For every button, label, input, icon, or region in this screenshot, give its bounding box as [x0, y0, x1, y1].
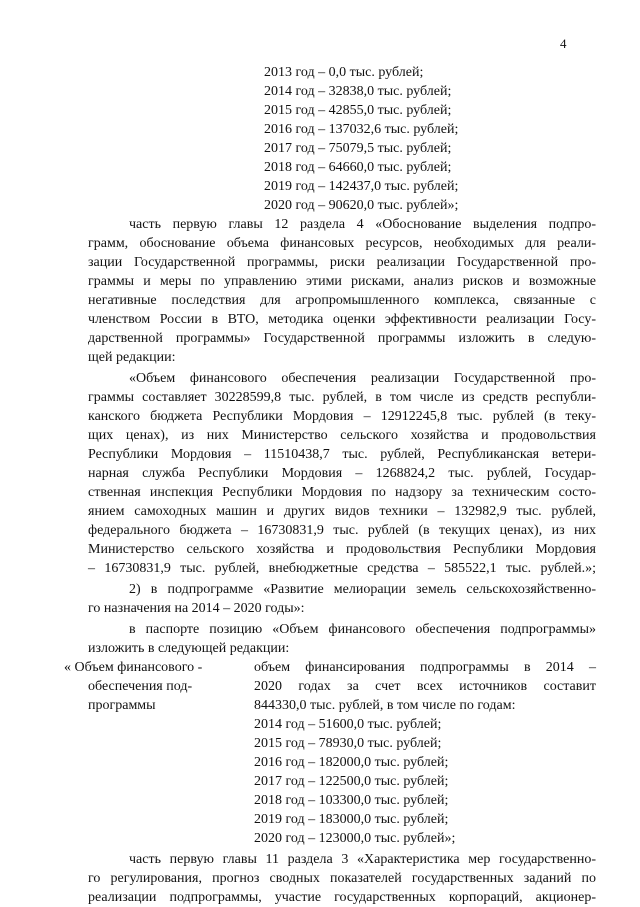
table-value-line: 2020 годах за счет всех источников составит	[254, 679, 596, 694]
year-line: 2013 год – 0,0 тыс. рублей;	[264, 65, 424, 80]
year-line: 2014 год – 32838,0 тыс. рублей;	[264, 84, 452, 99]
paragraph-line: в паспорте позицию «Объем финансового обеспечения подпрограммы»	[129, 622, 596, 637]
paragraph-line: щих ценах), из них Министерство сельского хозяйства и продовольствия	[88, 428, 596, 443]
paragraph-line: 2) в подпрограмме «Развитие мелиорации земель сельскохозяйственно-	[129, 582, 596, 597]
paragraph-line: янием самоходных машин и других видов техники – 132982,9 тыс. рублей,	[88, 504, 596, 519]
table-value-line: 844330,0 тыс. рублей, в том числе по годам:	[254, 698, 516, 713]
paragraph-line: нарная служба Республики Мордовия – 1268824,2 тыс. рублей, Государ-	[88, 466, 596, 481]
paragraph-line: изложить в следующей редакции:	[88, 641, 290, 656]
paragraph-line: грамм, обоснование объема финансовых ресурсов, необходимых для реали-	[88, 236, 596, 251]
paragraph-line: дарственной программы» Государственной программы изложить в следую-	[88, 331, 596, 346]
paragraph-line: Министерство сельского хозяйства и продовольствия Республики Мордовия	[88, 542, 596, 557]
paragraph-line: ственная инспекция Республики Мордовия по надзору за техническим состо-	[88, 485, 596, 500]
paragraph-line: го регулирования, прогноз сводных показателей государственных заданий по	[88, 871, 596, 886]
paragraph-line: – 16730831,9 тыс. рублей, внебюджетные средства – 585522,1 тыс. рублей.»;	[88, 561, 596, 576]
year-line: 2016 год – 182000,0 тыс. рублей;	[254, 755, 449, 770]
paragraph-line: зации Государственной программы, риски реализации Государственной про-	[88, 255, 596, 270]
paragraph-line: негативные последствия для агропромышленного комплекса, связанные с	[88, 293, 596, 308]
year-line: 2020 год – 123000,0 тыс. рублей»;	[254, 831, 456, 846]
paragraph-line: канского бюджета Республики Мордовия – 12912245,8 тыс. рублей (в теку-	[88, 409, 596, 424]
table-label: программы	[88, 698, 156, 713]
paragraph-line: граммы и меры по управлению этими рисками, анализ рисков и возможные	[88, 274, 596, 289]
paragraph-line: щей редакции:	[88, 350, 176, 365]
year-line: 2015 год – 78930,0 тыс. рублей;	[254, 736, 442, 751]
year-line: 2019 год – 183000,0 тыс. рублей;	[254, 812, 449, 827]
paragraph-line: реализации подпрограммы, участие государственных корпораций, акционер-	[88, 890, 596, 905]
paragraph-line: часть первую главы 12 раздела 4 «Обоснование выделения подпро-	[129, 217, 596, 232]
year-line: 2019 год – 142437,0 тыс. рублей;	[264, 179, 459, 194]
table-label: обеспечения под-	[88, 679, 193, 694]
paragraph-line: часть первую главы 11 раздела 3 «Характеристика мер государственно-	[129, 852, 596, 867]
paragraph-line: федерального бюджета – 16730831,9 тыс. рублей (в текущих ценах), из них	[88, 523, 596, 538]
paragraph-line: «Объем финансового обеспечения реализации Государственной про-	[129, 371, 596, 386]
page-number: 4	[560, 36, 567, 51]
year-line: 2015 год – 42855,0 тыс. рублей;	[264, 103, 452, 118]
paragraph-line: го назначения на 2014 – 2020 годы»:	[88, 601, 305, 616]
year-line: 2017 год – 122500,0 тыс. рублей;	[254, 774, 449, 789]
paragraph-line: членством России в ВТО, методика оценки эффективности реализации Госу-	[88, 312, 596, 327]
table-value-line: объем финансирования подпрограммы в 2014 –	[254, 660, 596, 675]
year-line: 2018 год – 64660,0 тыс. рублей;	[264, 160, 452, 175]
year-line: 2014 год – 51600,0 тыс. рублей;	[254, 717, 442, 732]
paragraph-line: граммы составляет 30228599,8 тыс. рублей, в том числе из средств республи-	[88, 390, 596, 405]
year-line: 2018 год – 103300,0 тыс. рублей;	[254, 793, 449, 808]
table-label: « Объем финансового -	[64, 660, 203, 675]
year-line: 2016 год – 137032,6 тыс. рублей;	[264, 122, 459, 137]
paragraph-line: Республики Мордовия – 11510438,7 тыс. рублей, Республиканская ветери-	[88, 447, 596, 462]
year-line: 2020 год – 90620,0 тыс. рублей»;	[264, 198, 459, 213]
year-line: 2017 год – 75079,5 тыс. рублей;	[264, 141, 452, 156]
